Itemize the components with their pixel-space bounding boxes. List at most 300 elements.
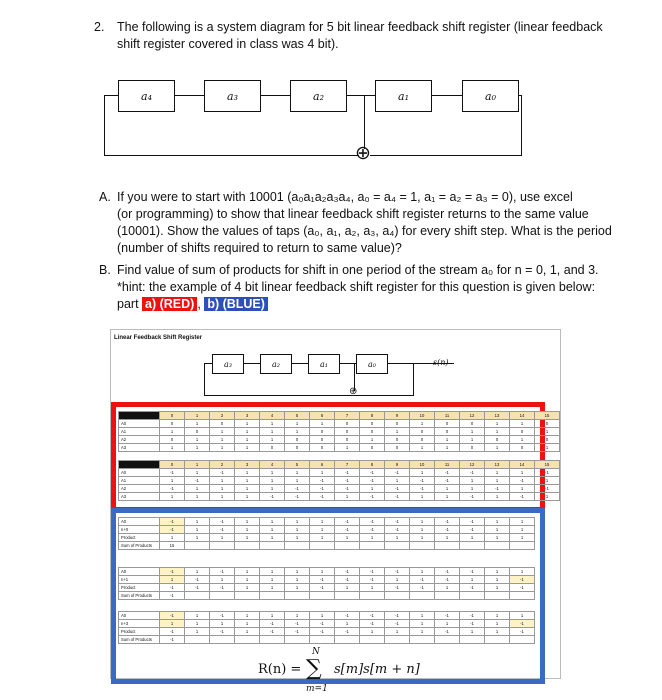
table-row — [119, 485, 560, 493]
table-cell: -1 — [335, 612, 360, 620]
table-cell: 1 — [260, 612, 285, 620]
spreadsheet-screenshot — [110, 329, 561, 679]
table-cell: 1 — [410, 568, 435, 576]
table-cell: -1 — [360, 612, 385, 620]
blue-part-label: b) (BLUE) — [204, 297, 268, 311]
table-cell: 0 — [360, 444, 385, 452]
table-cell: -1 — [310, 493, 335, 501]
table-cell — [385, 636, 410, 644]
table-cell: -1 — [460, 568, 485, 576]
table-cell: 1 — [210, 534, 235, 542]
table-cell — [435, 636, 460, 644]
table-row — [119, 620, 535, 628]
part-a-text: If you were to start with 10001 (a₀a₁a₂a₃a₄, a₀ = a₄ = 1, a₁ = a₂ = a₃ = 0), use excel (or programming) to show that linear feedback shift register returns to the same value (10001). Show the values of taps (a₀, a₁, a₂, a₃, a₄) for every shift step. What is the period (number of shifts required to return to same value)? — [117, 190, 612, 255]
table-cell: 1 — [235, 628, 260, 636]
table-cell: -1 — [310, 477, 335, 485]
table-cell: -1 — [185, 584, 210, 592]
table-cell: -1 — [385, 584, 410, 592]
table-cell: 1 — [185, 526, 210, 534]
table-cell: 1 — [410, 612, 435, 620]
red-part-label: a) (RED) — [142, 297, 197, 311]
table-cell: -1 — [285, 485, 310, 493]
table-cell: -1 — [335, 485, 360, 493]
table-cell: 1 — [285, 469, 310, 477]
table-cell: -1 — [160, 612, 185, 620]
header-cell: 9 — [385, 412, 410, 420]
table-cell: 0 — [510, 444, 535, 452]
table-cell: -1 — [260, 620, 285, 628]
row-label: A0 — [119, 518, 160, 526]
table-cell: 1 — [210, 477, 235, 485]
table-cell: 1 — [460, 485, 485, 493]
table-cell: 1 — [485, 534, 510, 542]
table-cell: 1 — [435, 493, 460, 501]
table-cell: 1 — [410, 420, 435, 428]
table-cell: 1 — [485, 469, 510, 477]
table-cell: 1 — [485, 620, 510, 628]
table-cell: 1 — [360, 628, 385, 636]
table-row — [119, 628, 535, 636]
table-cell: 1 — [510, 420, 535, 428]
table-cell — [210, 636, 235, 644]
table-cell: -1 — [385, 469, 410, 477]
table-cell — [360, 592, 385, 600]
table-cell — [285, 592, 310, 600]
header-cell: 5 — [285, 412, 310, 420]
table-cell: -1 — [335, 477, 360, 485]
table-cell: 1 — [260, 568, 285, 576]
table-cell: 1 — [485, 428, 510, 436]
table-cell: -1 — [285, 493, 310, 501]
table-cell: -1 — [160, 485, 185, 493]
table-cell: -1 — [310, 620, 335, 628]
table-cell: 1 — [235, 620, 260, 628]
table-cell: 1 — [535, 428, 560, 436]
table-cell — [235, 636, 260, 644]
table-cell: -1 — [460, 584, 485, 592]
header-cell: 6 — [310, 461, 335, 469]
table-cell: 1 — [285, 584, 310, 592]
table-cell: -1 — [210, 568, 235, 576]
row-label: A1 — [119, 477, 160, 485]
table-cell: 1 — [460, 428, 485, 436]
table-cell: 1 — [210, 436, 235, 444]
table-cell: 1 — [260, 477, 285, 485]
table-cell: 1 — [185, 469, 210, 477]
table-cell: -1 — [210, 612, 235, 620]
table-cell — [410, 636, 435, 644]
table-cell: 1 — [235, 444, 260, 452]
table-cell: 1 — [210, 444, 235, 452]
table-row — [119, 436, 560, 444]
table-cell: 1 — [285, 428, 310, 436]
mini-register-a2: a₂ — [260, 354, 292, 374]
table-cell: 0 — [535, 436, 560, 444]
table-cell: 1 — [235, 420, 260, 428]
table-cell: 1 — [285, 477, 310, 485]
header-cell: 0 — [160, 461, 185, 469]
table-row — [119, 477, 560, 485]
table-cell: 1 — [310, 612, 335, 620]
table-cell: 0 — [310, 436, 335, 444]
table-cell — [335, 592, 360, 600]
table-cell — [410, 592, 435, 600]
table-cell: 1 — [360, 534, 385, 542]
header-cell: 13 — [485, 412, 510, 420]
table-cell — [485, 592, 510, 600]
table-cell: -1 — [460, 518, 485, 526]
table-cell: -1 — [410, 584, 435, 592]
mini-register-a0: a₀ — [356, 354, 388, 374]
table-cell: 1 — [185, 568, 210, 576]
table-cell: 1 — [235, 477, 260, 485]
table-cell: 1 — [460, 628, 485, 636]
table-cell: -1 — [460, 526, 485, 534]
table-cell: 1 — [510, 485, 535, 493]
table-cell: -1 — [210, 469, 235, 477]
table-cell: -1 — [185, 477, 210, 485]
table-cell: 1 — [335, 584, 360, 592]
table-cell: -1 — [210, 526, 235, 534]
table-cell: 0 — [285, 444, 310, 452]
table-cell: 1 — [285, 526, 310, 534]
table-cell: -1 — [310, 628, 335, 636]
sum-of-products-block — [118, 567, 535, 600]
table-cell: 0 — [310, 444, 335, 452]
table-cell: 1 — [335, 493, 360, 501]
table-cell: -1 — [385, 518, 410, 526]
table-cell: 1 — [485, 420, 510, 428]
table-cell: 15 — [160, 542, 185, 550]
table-cell: 1 — [310, 526, 335, 534]
table-cell: 0 — [360, 420, 385, 428]
table-cell: 1 — [210, 620, 235, 628]
table-cell: 1 — [260, 584, 285, 592]
table-row — [119, 526, 535, 534]
table-cell: 0 — [310, 428, 335, 436]
table-cell: 1 — [185, 485, 210, 493]
table-cell: -1 — [160, 592, 185, 600]
header-cell: 2 — [210, 412, 235, 420]
table-cell: 1 — [210, 493, 235, 501]
table-cell — [510, 542, 535, 550]
table-cell: 1 — [235, 568, 260, 576]
table-cell: 1 — [310, 568, 335, 576]
table-cell: 1 — [285, 518, 310, 526]
table-cell — [310, 542, 335, 550]
header-cell: 1 — [185, 412, 210, 420]
table-cell: -1 — [510, 477, 535, 485]
table-cell: -1 — [210, 584, 235, 592]
table-cell: -1 — [335, 576, 360, 584]
bipolar-state-table — [118, 460, 560, 501]
table-cell: 1 — [410, 620, 435, 628]
table-cell: -1 — [460, 620, 485, 628]
table-cell: 1 — [485, 576, 510, 584]
table-cell: -1 — [435, 576, 460, 584]
table-cell: 1 — [235, 518, 260, 526]
table-cell: 1 — [310, 469, 335, 477]
table-cell: -1 — [460, 612, 485, 620]
question-line-1: The following is a system diagram for 5 bit linear feedback shift register (linear feedback — [117, 20, 603, 34]
row-label: n+1 — [119, 576, 160, 584]
table-cell: -1 — [185, 576, 210, 584]
table-cell — [260, 636, 285, 644]
table-row — [119, 612, 535, 620]
table-cell: 1 — [410, 518, 435, 526]
table-cell: -1 — [385, 493, 410, 501]
row-label: A3 — [119, 444, 160, 452]
question-number: 2. — [94, 20, 105, 34]
header-cell: 10 — [410, 412, 435, 420]
table-cell: 1 — [185, 436, 210, 444]
row-label: n+3 — [119, 620, 160, 628]
table-cell — [485, 636, 510, 644]
table-cell: -1 — [360, 526, 385, 534]
table-cell: -1 — [260, 628, 285, 636]
table-cell — [360, 542, 385, 550]
table-cell — [335, 542, 360, 550]
table-cell: 0 — [210, 420, 235, 428]
table-cell: 1 — [510, 568, 535, 576]
row-label: Sum of Products — [119, 636, 160, 644]
header-cell: 7 — [335, 461, 360, 469]
output-label: s(n) — [433, 358, 449, 367]
feedback-left-line — [104, 95, 105, 155]
table-cell: 1 — [185, 518, 210, 526]
table-cell: 1 — [210, 576, 235, 584]
row-label: A1 — [119, 428, 160, 436]
table-cell — [510, 592, 535, 600]
table-cell: -1 — [160, 469, 185, 477]
table-cell — [210, 592, 235, 600]
table-row — [119, 444, 560, 452]
table-cell: -1 — [410, 477, 435, 485]
table-cell: 1 — [235, 493, 260, 501]
table-cell: -1 — [435, 469, 460, 477]
table-cell — [235, 592, 260, 600]
table-cell: 1 — [535, 444, 560, 452]
table-cell: -1 — [510, 584, 535, 592]
table-cell — [185, 636, 210, 644]
header-corner — [119, 412, 160, 420]
table-cell: 1 — [260, 526, 285, 534]
table-cell: 0 — [410, 436, 435, 444]
table-row — [119, 576, 535, 584]
table-cell: -1 — [410, 485, 435, 493]
table-row — [119, 592, 535, 600]
table-cell: 0 — [385, 420, 410, 428]
part-b-text: Find value of sum of products for shift in one period of the stream a₀ for n = 0, 1, and 3. *hint: the example of 4 bit linear feedback shift register for this question is given below: part a) (RED) , b) (BLUE) — [117, 263, 599, 311]
table-cell: 1 — [410, 444, 435, 452]
table-cell: 1 — [235, 428, 260, 436]
table-cell — [460, 542, 485, 550]
register-a3: a₃ — [204, 80, 261, 112]
table-cell — [485, 542, 510, 550]
table-cell: -1 — [160, 518, 185, 526]
table-cell: -1 — [385, 485, 410, 493]
header-cell: 15 — [535, 412, 560, 420]
table-cell: 1 — [460, 576, 485, 584]
table-cell: 1 — [235, 469, 260, 477]
table-cell: 1 — [510, 436, 535, 444]
table-cell: 1 — [260, 576, 285, 584]
header-cell: 13 — [485, 461, 510, 469]
table-cell: -1 — [210, 628, 235, 636]
table-cell: -1 — [435, 518, 460, 526]
tap-line — [364, 95, 365, 149]
table-cell: 1 — [410, 493, 435, 501]
table-cell: 1 — [360, 584, 385, 592]
table-cell: 1 — [285, 576, 310, 584]
table-cell: -1 — [335, 568, 360, 576]
table-cell: 1 — [260, 534, 285, 542]
table-cell — [310, 592, 335, 600]
table-cell — [435, 542, 460, 550]
table-cell: 1 — [335, 620, 360, 628]
table-cell: 1 — [485, 493, 510, 501]
table-cell — [285, 542, 310, 550]
table-row — [119, 420, 560, 428]
table-cell: -1 — [310, 584, 335, 592]
table-cell: 1 — [510, 469, 535, 477]
table-row — [119, 493, 560, 501]
table-cell: 0 — [160, 436, 185, 444]
table-cell: 1 — [160, 620, 185, 628]
table-cell: 1 — [210, 428, 235, 436]
table-cell: 1 — [185, 612, 210, 620]
table-cell: 1 — [160, 428, 185, 436]
register-a2: a₂ — [290, 80, 347, 112]
table-cell: 1 — [385, 477, 410, 485]
table-row — [119, 584, 535, 592]
header-cell: 12 — [460, 461, 485, 469]
header-cell: 11 — [435, 412, 460, 420]
table-cell: 1 — [310, 534, 335, 542]
row-label: A2 — [119, 485, 160, 493]
table-cell: -1 — [160, 636, 185, 644]
row-label: Product — [119, 628, 160, 636]
table-cell: 1 — [485, 584, 510, 592]
table-cell: 1 — [185, 534, 210, 542]
table-cell: 1 — [510, 612, 535, 620]
table-cell: -1 — [535, 469, 560, 477]
sum-of-products-block — [118, 517, 535, 550]
table-cell: -1 — [385, 526, 410, 534]
table-cell: 1 — [435, 436, 460, 444]
table-cell: 0 — [285, 436, 310, 444]
row-label: A0 — [119, 469, 160, 477]
table-cell: -1 — [510, 576, 535, 584]
table-cell: 1 — [235, 526, 260, 534]
header-cell: 7 — [335, 412, 360, 420]
table-cell: 1 — [160, 444, 185, 452]
register-a1: a₁ — [375, 80, 432, 112]
table-cell: 1 — [510, 518, 535, 526]
table-cell: 1 — [260, 436, 285, 444]
table-cell: -1 — [335, 526, 360, 534]
table-row — [119, 534, 535, 542]
table-cell: 1 — [260, 485, 285, 493]
table-cell: 0 — [335, 436, 360, 444]
table-cell — [185, 592, 210, 600]
table-cell: 1 — [485, 628, 510, 636]
table-cell: -1 — [535, 485, 560, 493]
table-cell — [185, 542, 210, 550]
table-cell: -1 — [285, 620, 310, 628]
table-cell: 1 — [385, 534, 410, 542]
table-cell: -1 — [410, 576, 435, 584]
row-label: A0 — [119, 420, 160, 428]
table-cell: 0 — [160, 420, 185, 428]
header-cell: 15 — [535, 461, 560, 469]
table-cell: 0 — [535, 420, 560, 428]
table-cell: -1 — [160, 526, 185, 534]
header-cell: 2 — [210, 461, 235, 469]
table-cell: 1 — [260, 420, 285, 428]
header-cell: 4 — [260, 461, 285, 469]
table-cell: 1 — [410, 469, 435, 477]
table-cell: -1 — [360, 568, 385, 576]
table-row — [119, 428, 560, 436]
table-row — [119, 518, 535, 526]
table-cell: 1 — [160, 534, 185, 542]
table-cell: 1 — [435, 485, 460, 493]
table-cell: 1 — [385, 428, 410, 436]
table-cell: -1 — [360, 493, 385, 501]
table-cell: -1 — [335, 469, 360, 477]
table-cell: 1 — [260, 518, 285, 526]
feedback-bottom-right — [370, 155, 522, 156]
header-cell: 12 — [460, 412, 485, 420]
table-cell: -1 — [360, 477, 385, 485]
mini-xor-icon: ⊕ — [349, 386, 358, 397]
header-cell: 14 — [510, 461, 535, 469]
part-b-label: B. — [99, 263, 111, 277]
row-label: Sum of Products — [119, 592, 160, 600]
table-cell: -1 — [510, 493, 535, 501]
table-cell: -1 — [210, 518, 235, 526]
table-cell — [235, 542, 260, 550]
row-label: Product — [119, 534, 160, 542]
table-cell: 1 — [485, 518, 510, 526]
table-cell: 1 — [435, 620, 460, 628]
table-cell: 1 — [235, 576, 260, 584]
table-cell: 1 — [335, 534, 360, 542]
part-a-label: A. — [99, 190, 111, 204]
table-cell: -1 — [260, 493, 285, 501]
table-cell — [510, 636, 535, 644]
table-cell: 1 — [235, 612, 260, 620]
table-cell: 1 — [410, 526, 435, 534]
feedback-bottom-left — [104, 155, 359, 156]
table-cell: -1 — [160, 628, 185, 636]
table-cell — [335, 636, 360, 644]
header-cell: 14 — [510, 412, 535, 420]
feedback-right-line — [521, 95, 522, 156]
table-cell: 1 — [460, 534, 485, 542]
table-cell: 1 — [535, 493, 560, 501]
table-cell: -1 — [435, 612, 460, 620]
table-cell: 0 — [360, 428, 385, 436]
row-label: Sum of Products — [119, 542, 160, 550]
table-cell: -1 — [385, 620, 410, 628]
table-cell: 1 — [410, 534, 435, 542]
table-cell: 1 — [335, 444, 360, 452]
header-cell: 6 — [310, 412, 335, 420]
table-cell: -1 — [360, 469, 385, 477]
table-cell: 1 — [185, 444, 210, 452]
